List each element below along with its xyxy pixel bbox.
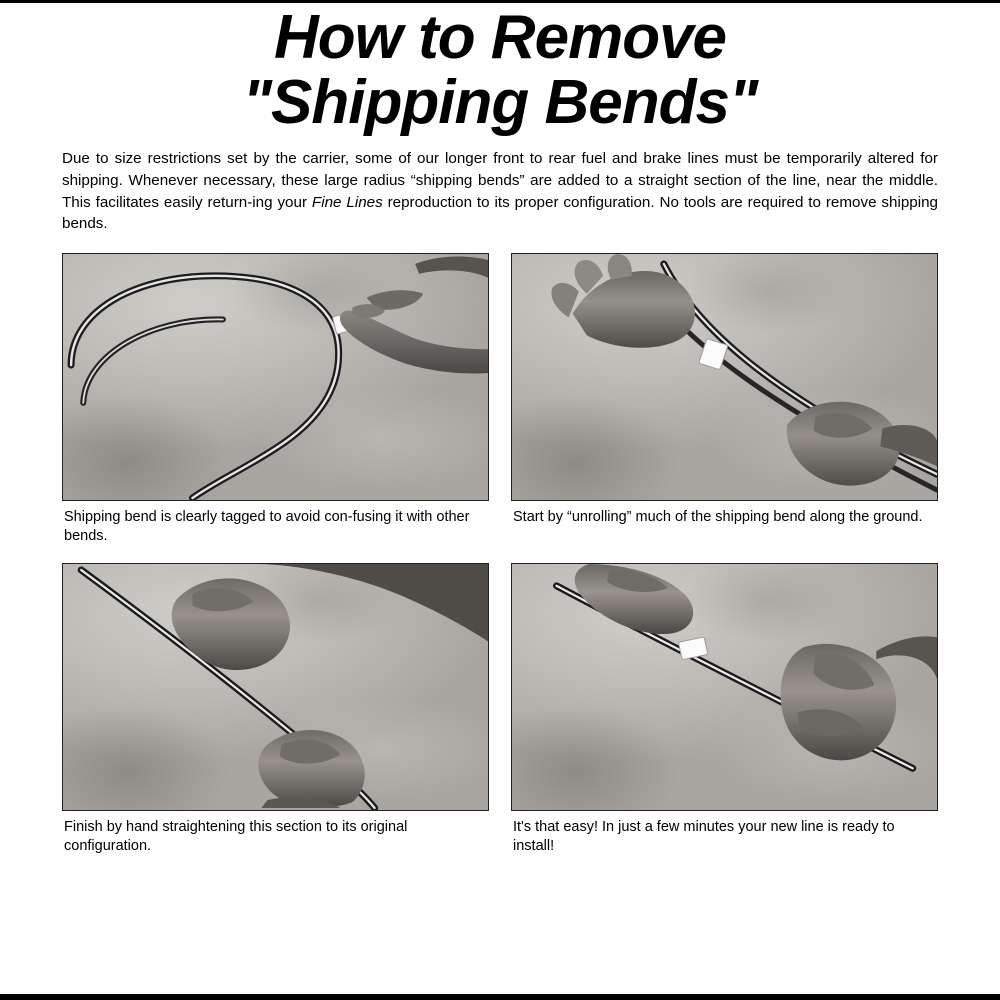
intro-text-part-2: reproduction to its proper configuration. No tools are required to remove shipping bends.	[62, 193, 938, 233]
intro-paragraph	[62, 148, 938, 234]
bottom-black-bar	[0, 994, 1000, 1000]
intro-brand-name: Fine Lines	[311, 193, 383, 211]
step-cell-3	[62, 563, 489, 869]
step-photo-3	[62, 563, 489, 811]
intro-text-part-1: Due to size restrictions set by the carrier, some of our longer front to rear fuel and brake lines must be temporarily altered for shipping. Whenever necessary, these large radius “shipping bends” are added to a straight section of the line, near the middle. This facilitates easily return-ing your	[62, 150, 938, 211]
step-photo-1	[62, 253, 489, 501]
step-photo-2	[511, 253, 938, 501]
title-line-1: How to Remove	[273, 3, 727, 72]
page-title	[0, 0, 1000, 138]
step-cell-4	[511, 563, 938, 869]
step-caption-1: Shipping bend is clearly tagged to avoid con-fusing it with other bends.	[64, 508, 470, 545]
step-illustration-2	[512, 254, 937, 500]
step-caption-4: It's that easy! In just a few minutes your new line is ready to install!	[513, 818, 895, 855]
step-illustration-1	[63, 254, 488, 500]
step-cell-2	[511, 253, 938, 559]
title-line-2: "Shipping Bends"	[242, 68, 758, 138]
top-black-bar	[0, 0, 1000, 3]
step-cell-1	[62, 253, 489, 559]
step-illustration-4	[512, 564, 937, 810]
step-caption-2: Start by “unrolling” much of the shipping bend along the ground.	[513, 508, 923, 525]
step-caption-3: Finish by hand straightening this section to its original configuration.	[64, 818, 408, 855]
step-photo-4	[511, 563, 938, 811]
step-illustration-3	[63, 564, 488, 810]
step-photo-grid	[62, 253, 938, 869]
